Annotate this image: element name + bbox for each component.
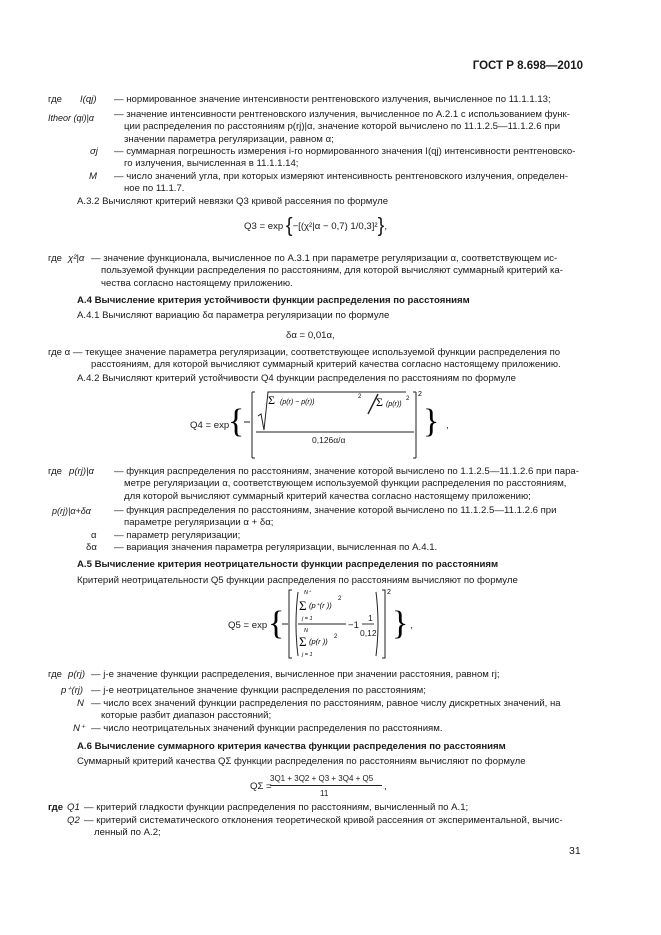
symbol-Q2: Q2 bbox=[67, 815, 80, 826]
symbol-alpha: α bbox=[91, 530, 97, 541]
def-line: — число значений угла, при которых измеряют интенсивность рентгеновского излучения, определен- bbox=[114, 171, 569, 182]
a6-text: Суммарный критерий качества QΣ функции распределения по расстояниям вычисляют по формуле bbox=[77, 756, 526, 767]
definition-p: — j-е значение функции распределения, вычисленное при значении расстояния, равном rj; bbox=[91, 669, 500, 680]
formula-dalpha: δα = 0,01α, bbox=[286, 330, 335, 341]
sum-symbol: Σ bbox=[268, 393, 275, 407]
definition-Itheor bbox=[114, 109, 590, 146]
outer-exponent: 2 bbox=[418, 391, 422, 398]
formula-qsum-left: QΣ = bbox=[250, 781, 272, 792]
formula-qsum-bar bbox=[270, 785, 382, 786]
den-lower: j = 1 bbox=[302, 652, 313, 658]
sum-symbol-2: Σ bbox=[376, 395, 383, 409]
definition-M bbox=[114, 171, 590, 196]
symbol-Itheor: Itheor (qi)|α bbox=[48, 113, 94, 123]
definition-N bbox=[91, 698, 591, 723]
sum-term-1: (p(r) − p(r)) bbox=[280, 399, 315, 406]
bracket-right bbox=[413, 392, 416, 458]
brace-right: } bbox=[392, 605, 408, 642]
def-line: чества согласно настоящему приложению. bbox=[101, 277, 293, 289]
paren-right bbox=[376, 592, 378, 656]
symbol-p: p(rj) bbox=[68, 669, 86, 680]
definition-alpha: — параметр регуляризации; bbox=[114, 530, 241, 541]
symbol-N: N bbox=[77, 698, 84, 709]
formula-q5-frac-num: 1 bbox=[368, 613, 373, 623]
formula-q5-svg bbox=[268, 586, 408, 664]
def-line: метре регуляризации α, соответствующем используемой функции распределения по расстояниям, bbox=[124, 478, 567, 490]
symbol-chi2: χ²|α bbox=[68, 253, 85, 264]
definition-sigma bbox=[114, 146, 590, 171]
section-a6-title: А.6 Вычисление суммарного критерия качества функции распределения по расстояниям bbox=[77, 741, 506, 752]
symbol-dalpha: δα bbox=[86, 542, 97, 553]
where-label: где bbox=[48, 466, 63, 477]
definition-I: — нормированное значение интенсивности рентгеновского излучения, вычисленное по 11.1.1.13; bbox=[114, 94, 551, 105]
num-term: (p⁺(r )) bbox=[309, 601, 332, 610]
definition-dalpha: — вариация значения параметра регуляризации, вычисленная по А.4.1. bbox=[114, 542, 438, 553]
def-line: — функция распределения по расстояниям, значение которой вычислено по 1.1.2.5—11.1.2.6 при пара- bbox=[114, 466, 579, 477]
definition-Nplus: — число неотрицательных значений функции распределения по расстояниям. bbox=[91, 723, 443, 734]
paren-left bbox=[296, 592, 298, 656]
def-line: — функция распределения по расстояниям, значение которой вычислено по 11.1.2.5—11.1.2.6 при bbox=[114, 505, 557, 516]
formula-q3: Q3 = exp {−[(χ²|α − 0,7) 1/0,3]²}, bbox=[244, 215, 387, 237]
symbol-p-alpha: p(rj)|α bbox=[69, 466, 95, 477]
def-line: го излучения, вычисленная в 11.1.1.14; bbox=[124, 158, 299, 170]
def-line: — число всех значений функции распределения по расстояниям, равное числу дискретных значений, на bbox=[91, 698, 561, 709]
definition-p-alpha-dalpha bbox=[114, 505, 590, 530]
a32-intro: А.3.2 Вычисляют критерий невязки Q3 кривой рассеяния по формуле bbox=[77, 196, 389, 207]
num-upper: N⁺ bbox=[304, 590, 311, 596]
standard-header: ГОСТ Р 8.698—2010 bbox=[472, 60, 583, 72]
where-label: где bbox=[48, 669, 63, 680]
num-lower: j = 1 bbox=[302, 616, 313, 622]
formula-q3-body: −[(χ²|α − 0,7) 1/0,3]² bbox=[292, 221, 378, 232]
where-label: где bbox=[48, 94, 63, 105]
outer-exp: 2 bbox=[387, 589, 391, 596]
definition-p-alpha bbox=[114, 466, 590, 503]
den-exp: 2 bbox=[334, 634, 338, 640]
formula-comma: , bbox=[384, 781, 387, 792]
den-term: (p(r )) bbox=[309, 637, 328, 646]
symbol-I: I(qj) bbox=[80, 94, 97, 105]
brace-left: { bbox=[268, 605, 285, 642]
formula-q3-left: Q3 = exp bbox=[244, 221, 284, 232]
definition-Q2 bbox=[84, 815, 594, 840]
a42-text: А.4.2 Вычисляют критерий устойчивости Q4 функции распределения по расстояниям по формуле bbox=[77, 373, 516, 384]
where-alpha-line2: расстояниям, для которой вычисляют суммарный критерий качества согласно настоящему приложению. bbox=[91, 359, 561, 370]
den-sum: Σ bbox=[299, 634, 307, 649]
formula-qsum-num: 3Q1 + 3Q2 + Q3 + 3Q4 + Q5 bbox=[270, 774, 374, 783]
definition-pplus: — j-е неотрицательное значение функции распределения по расстояниям; bbox=[91, 685, 426, 696]
formula-q4-svg bbox=[228, 386, 443, 464]
def-line: — критерий систематического отклонения теоретической кривой рассеяния от экспериментальной, вычис- bbox=[84, 815, 563, 826]
symbol-pplus: p⁺(rj) bbox=[61, 685, 84, 696]
sqrt-sign bbox=[258, 392, 406, 430]
sum-exponent: 2 bbox=[358, 394, 362, 400]
sum-exponent-2: 2 bbox=[406, 396, 410, 402]
where-label: где bbox=[48, 802, 64, 813]
def-line: — суммарная погрешность измерения i-го нормированного значения I(qj) интенсивности рентгеновско- bbox=[114, 146, 576, 157]
brace-left: { bbox=[228, 403, 245, 440]
section-a5-title: А.5 Вычисление критерия неотрицательности функции распределения по расстояниям bbox=[77, 559, 499, 570]
def-line: значении параметра регуляризации, равном α; bbox=[124, 133, 334, 145]
formula-qsum-den: 11 bbox=[320, 789, 329, 798]
num-exp: 2 bbox=[338, 596, 342, 602]
definition-chi2 bbox=[91, 253, 591, 290]
formula-comma: , bbox=[446, 420, 449, 431]
sum-term-2: (p(r)) bbox=[386, 401, 402, 408]
formula-comma: , bbox=[410, 620, 413, 631]
den-upper: N bbox=[304, 628, 308, 634]
def-line: которые разбит диапазон расстояний; bbox=[101, 710, 272, 722]
where-label: где bbox=[48, 253, 63, 264]
symbol-Q1: Q1 bbox=[67, 802, 80, 813]
def-line: параметре регуляризации α + δα; bbox=[124, 517, 274, 529]
brace-right: } bbox=[423, 403, 440, 440]
def-line: ное по 11.1.7. bbox=[124, 183, 185, 195]
a41-text: А.4.1 Вычисляют вариацию δα параметра регуляризации по формуле bbox=[77, 310, 390, 321]
num-sum: Σ bbox=[299, 598, 307, 613]
formula-q4-left: Q4 = exp bbox=[190, 420, 230, 431]
symbol-Nplus: N⁺ bbox=[73, 723, 85, 734]
section-a4-title: А.4 Вычисление критерия устойчивости функции распределения по расстояниям bbox=[77, 295, 470, 306]
formula-q5-minus-one: −1 bbox=[348, 620, 359, 631]
formula-q5-left: Q5 = exp bbox=[228, 620, 268, 631]
formula-q4-denominator: 0,126α/α bbox=[312, 435, 346, 445]
symbol-sigma: σj bbox=[90, 146, 98, 157]
formula-q5-frac-den: 0,12 bbox=[360, 628, 377, 638]
symbol-p-alpha-dalpha: p(rj)|α+δα bbox=[52, 506, 91, 516]
def-line: пользуемой функции распределения по расстояниям, для которой вычисляют суммарный критерий ка- bbox=[101, 265, 563, 277]
def-line: ции распределения по расстояниям p(rj)|α, значение которой вычислено по 11.1.2.5—11.1.2.6 при bbox=[124, 121, 561, 133]
def-line: ленный по А.2; bbox=[94, 827, 161, 839]
symbol-M: M bbox=[89, 171, 97, 182]
def-line: — значение функционала, вычисленное по А.3.1 при параметре регуляризации α, соответствующем ис- bbox=[91, 253, 558, 264]
definition-Q1: — критерий гладкости функции распределения по расстояниям, вычисленный по А.1; bbox=[84, 802, 469, 813]
where-alpha-line1: где α — текущее значение параметра регуляризации, соответствующее используемой функции распределения по bbox=[48, 347, 561, 358]
a5-text: Критерий неотрицательности Q5 функции распределения по расстояниям вычисляют по формуле bbox=[77, 575, 518, 586]
page-number: 31 bbox=[569, 845, 581, 857]
bracket-right bbox=[382, 590, 385, 658]
bracket-left bbox=[289, 590, 292, 658]
def-line: для которой вычисляют суммарный критерий качества согласно настоящему приложению; bbox=[124, 490, 531, 502]
def-line: — значение интенсивности рентгеновского излучения, вычисленное по А.2.1 с использованием функ- bbox=[114, 109, 570, 120]
